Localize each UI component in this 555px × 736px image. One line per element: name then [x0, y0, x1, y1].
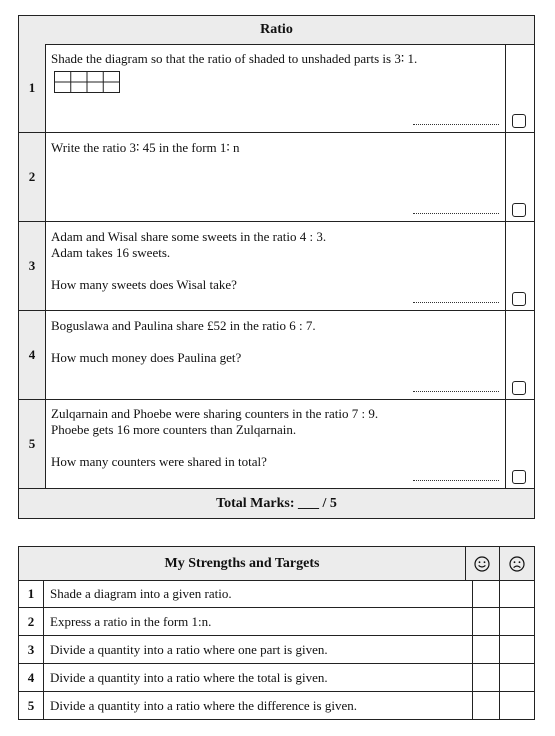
smiley-face-icon: [465, 547, 500, 580]
mark-checkbox[interactable]: [512, 114, 526, 128]
mark-cell: [506, 222, 534, 310]
answer-line[interactable]: [413, 302, 499, 303]
question-text: How many sweets does Wisal take?: [51, 277, 237, 292]
strengths-title: My Strengths and Targets: [19, 547, 466, 580]
target-row-3: [19, 636, 534, 664]
question-body: [45, 311, 506, 399]
question-number: 2: [19, 133, 46, 221]
question-row-4: [19, 311, 534, 400]
question-body: [45, 133, 506, 221]
mark-cell: [506, 133, 534, 221]
ratio-worksheet-table: [18, 15, 535, 519]
target-tick-cell[interactable]: [499, 580, 534, 607]
question-row-2: [19, 133, 534, 222]
target-number: 1: [19, 580, 44, 607]
strength-tick-cell[interactable]: [465, 692, 500, 719]
target-tick-cell[interactable]: [499, 664, 534, 691]
mark-cell: [506, 44, 534, 132]
target-row-1: [19, 580, 534, 608]
question-text: Write the ratio 3∶ 45 in the form 1∶ n: [51, 140, 240, 155]
question-text: Zulqarnain and Phoebe were sharing counters in the ratio 7 : 9.: [51, 406, 379, 421]
target-row-2: [19, 608, 534, 636]
question-number: 3: [19, 222, 46, 310]
strengths-targets-table: [18, 546, 535, 720]
question-text: Shade the diagram so that the ratio of shaded to unshaded parts is 3∶ 1.: [51, 51, 418, 66]
strength-tick-cell[interactable]: [465, 636, 500, 663]
question-row-3: [19, 222, 534, 311]
target-number: 4: [19, 664, 44, 691]
target-tick-cell[interactable]: [499, 636, 534, 663]
mark-checkbox[interactable]: [512, 292, 526, 306]
target-text: Divide a quantity into a ratio where the difference is given.: [43, 692, 473, 719]
question-body: [45, 400, 506, 488]
question-text: Boguslawa and Paulina share £52 in the ratio 6 : 7.: [51, 318, 316, 333]
answer-line[interactable]: [413, 480, 499, 481]
question-text: How many counters were shared in total?: [51, 454, 267, 469]
mark-cell: [506, 311, 534, 399]
question-row-5: [19, 400, 534, 489]
question-body: [45, 222, 506, 310]
question-text: Phoebe gets 16 more counters than Zulqarnain.: [51, 422, 297, 437]
mark-checkbox[interactable]: [512, 203, 526, 217]
answer-line[interactable]: [413, 124, 499, 125]
mark-checkbox[interactable]: [512, 381, 526, 395]
worksheet-title: Ratio: [19, 16, 534, 45]
strengths-header: [19, 547, 534, 581]
frowning-face-icon: [499, 547, 534, 580]
question-body: [45, 44, 506, 132]
target-number: 3: [19, 636, 44, 663]
target-text: Divide a quantity into a ratio where the total is given.: [43, 664, 473, 691]
mark-cell: [506, 400, 534, 488]
target-text: Divide a quantity into a ratio where one part is given.: [43, 636, 473, 663]
target-number: 2: [19, 608, 44, 635]
answer-line[interactable]: [413, 213, 499, 214]
answer-line[interactable]: [413, 391, 499, 392]
question-number: 1: [19, 44, 46, 132]
ratio-shading-grid[interactable]: [54, 71, 120, 93]
question-text: How much money does Paulina get?: [51, 350, 242, 365]
mark-checkbox[interactable]: [512, 470, 526, 484]
target-number: 5: [19, 692, 44, 719]
total-marks: Total Marks: ___ / 5: [19, 489, 534, 518]
question-number: 5: [19, 400, 46, 488]
target-text: Express a ratio in the form 1:n.: [43, 608, 473, 635]
strength-tick-cell[interactable]: [465, 664, 500, 691]
target-row-4: [19, 664, 534, 692]
target-text: Shade a diagram into a given ratio.: [43, 580, 473, 607]
target-row-5: [19, 692, 534, 719]
question-number: 4: [19, 311, 46, 399]
question-text: Adam and Wisal share some sweets in the ratio 4 : 3.: [51, 229, 327, 244]
target-tick-cell[interactable]: [499, 608, 534, 635]
strength-tick-cell[interactable]: [465, 608, 500, 635]
question-row-1: [19, 44, 534, 133]
question-text: Adam takes 16 sweets.: [51, 245, 171, 260]
strength-tick-cell[interactable]: [465, 580, 500, 607]
target-tick-cell[interactable]: [499, 692, 534, 719]
